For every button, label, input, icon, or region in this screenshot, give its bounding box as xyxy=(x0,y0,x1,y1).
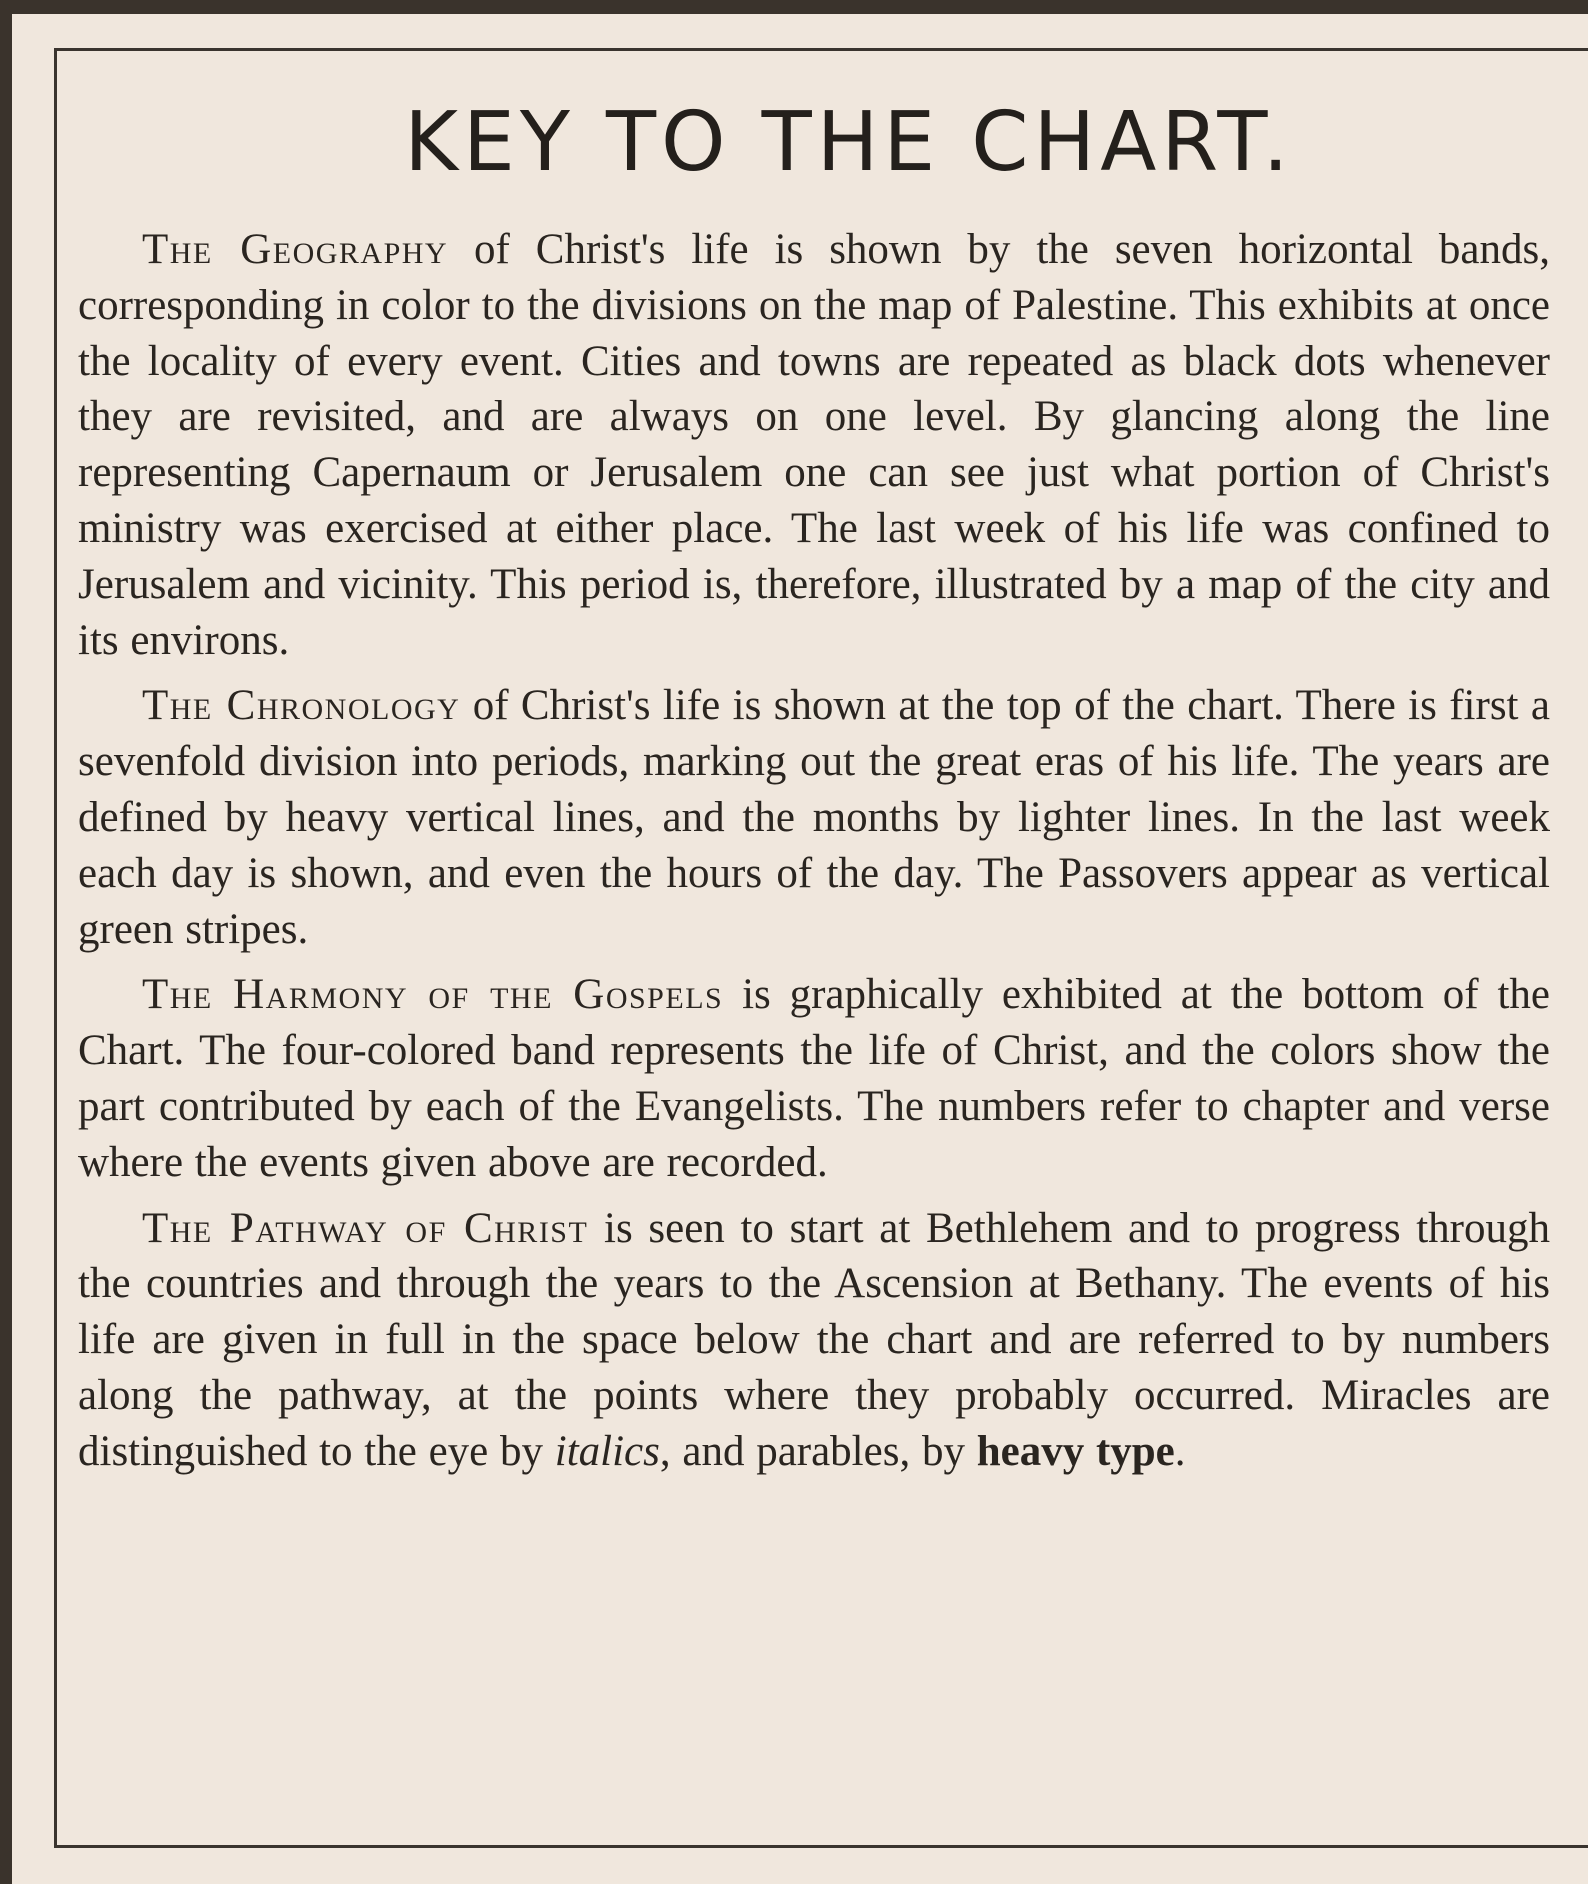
page-title: KEY TO THE CHART. xyxy=(404,95,1294,190)
geography-paragraph xyxy=(78,222,1550,668)
pathway-text-end: . xyxy=(1174,1427,1186,1475)
italics-example: italics xyxy=(554,1427,660,1475)
heavy-type-example: heavy type xyxy=(976,1427,1175,1475)
top-border-rule xyxy=(0,0,1588,14)
geography-lead: The Geography xyxy=(142,226,449,273)
chronology-lead: The Chronology xyxy=(142,682,461,730)
harmony-paragraph xyxy=(78,967,1550,1190)
geography-text: of Christ's life is shown by the seven horizontal bands, corresponding in color to the divisions on the map of Palestine. This exhibits at once the locality of every event. Cities and towns are repeated as black dots whenever they are revisited, and are always on one level. By glancing along the line representing Capernaum or Jerusalem one can see just what portion of Christ's ministry was exercised at either place. The last week of his life was confined to Jerusalem and vicinity. This period is, therefore, illustrated by a map of the city and its environs. xyxy=(78,226,1550,664)
chronology-paragraph xyxy=(78,678,1550,957)
pathway-paragraph xyxy=(78,1201,1550,1480)
harmony-lead: The Harmony of the Gospels xyxy=(142,971,724,1019)
key-text xyxy=(78,222,1550,1490)
pathway-text-middle: , and parables, by xyxy=(659,1427,977,1475)
left-border-rule xyxy=(0,0,12,1884)
chronology-text: of Christ's life is shown at the top of the chart. There is first a sevenfold division into periods, marking out the great eras of his life. The years are defined by heavy vertical lines, and the months by lighter lines. In the last week each day is shown, and even the hours of the day. The Passovers appear as vertical green stripes. xyxy=(78,682,1550,953)
pathway-text: is seen to start at Bethlehem and to progress through the countries and through the years to the Ascension at Bethany. The events of his life are given in full in the space below the chart and are referred to by numbers along the pathway, at the points where they probably occurred. Miracles are distinguished to the eye by xyxy=(78,1204,1550,1475)
harmony-text: is graphically exhibited at the bottom of the Chart. The four-colored band represents the life of Christ, and the colors show the part contributed by each of the Evangelists. The numbers refer to chapter and verse where the events given above are recorded. xyxy=(78,971,1550,1186)
pathway-lead: The Pathway of Christ xyxy=(142,1204,589,1252)
